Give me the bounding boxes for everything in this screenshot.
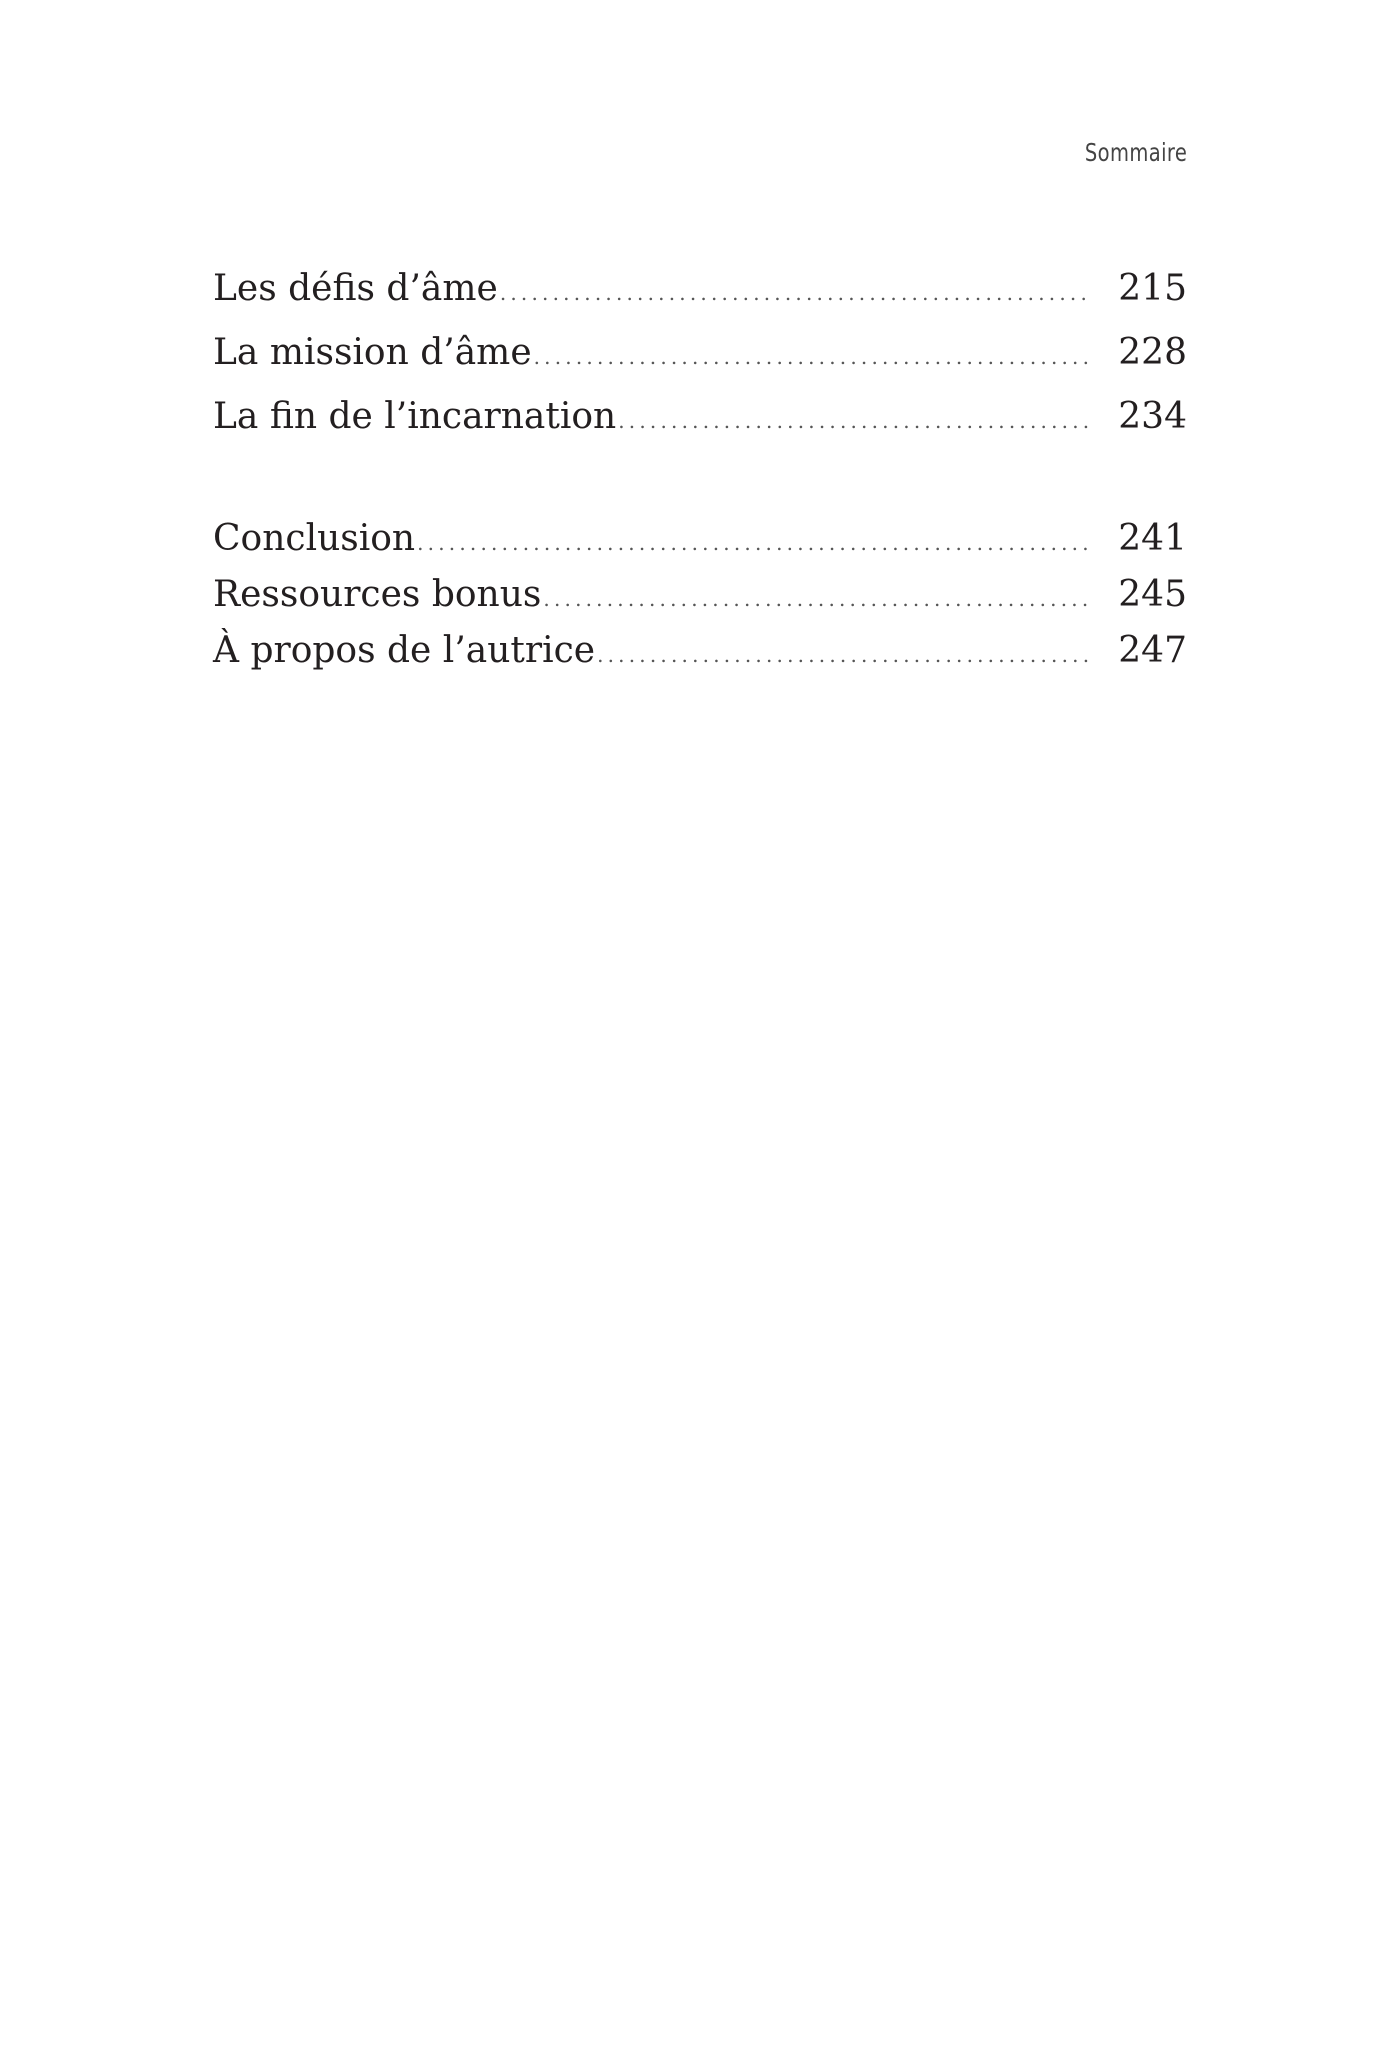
toc-entry[interactable]	[213, 332, 1187, 396]
toc-section-chapters	[213, 268, 1187, 460]
dot-leader	[534, 345, 1092, 369]
toc-entry-page: 247	[1118, 630, 1187, 671]
running-header: Sommaire	[1084, 138, 1187, 167]
dot-leader	[597, 643, 1092, 667]
toc-entry[interactable]	[213, 268, 1187, 332]
toc-entry-page: 245	[1118, 574, 1187, 615]
toc-entry-title: La mission d’âme	[213, 332, 532, 373]
toc-section-back-matter	[213, 518, 1187, 686]
toc-entry-title: À propos de l’autrice	[213, 630, 596, 671]
toc-entry[interactable]	[213, 630, 1187, 686]
toc-entry[interactable]	[213, 396, 1187, 460]
dot-leader	[543, 587, 1092, 611]
dot-leader	[500, 281, 1092, 305]
toc-entry-page: 215	[1118, 268, 1187, 309]
toc-entry-page: 234	[1118, 396, 1187, 437]
dot-leader	[618, 409, 1092, 433]
toc-entry[interactable]	[213, 574, 1187, 630]
dot-leader	[417, 531, 1092, 555]
toc-entry-title: La fin de l’incarnation	[213, 396, 617, 437]
toc-entry[interactable]	[213, 518, 1187, 574]
toc-entry-title: Ressources bonus	[213, 574, 542, 615]
toc-entry-title: Conclusion	[213, 518, 416, 559]
toc-entry-title: Les défis d’âme	[213, 268, 498, 309]
toc-entry-page: 228	[1118, 332, 1187, 373]
toc-entry-page: 241	[1118, 518, 1187, 559]
